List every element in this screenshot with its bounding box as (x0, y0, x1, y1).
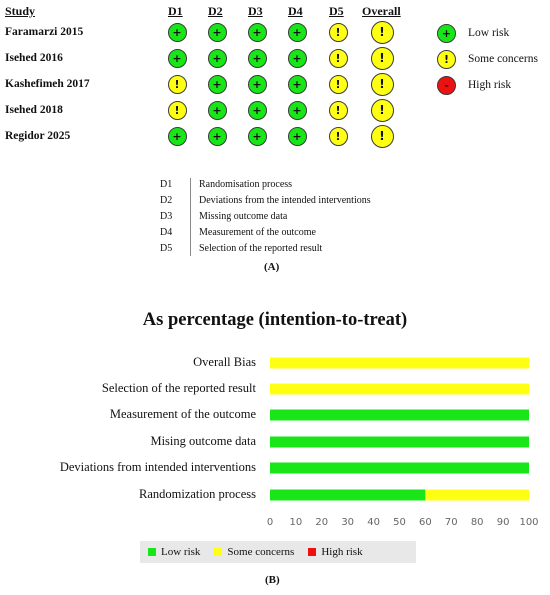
x-tick-label: 0 (266, 517, 274, 528)
x-tick-label: 80 (470, 517, 484, 528)
chart-legend-some-concerns (214, 546, 294, 558)
legend-high-risk-label: High risk (468, 79, 512, 91)
plus-icon: + (212, 77, 222, 91)
x-tick-label: 20 (315, 517, 329, 528)
plus-icon: + (292, 51, 302, 65)
domain-key-code: D1 (160, 179, 173, 190)
header-study: Study (5, 4, 36, 18)
header-d5: D5 (329, 4, 344, 18)
header-d4: D4 (288, 4, 303, 18)
exclamation-icon: ! (379, 77, 385, 91)
exclamation-icon: ! (335, 77, 341, 91)
study-name: Kashefimeh 2017 (5, 78, 90, 90)
domain-key-text: Measurement of the outcome (199, 227, 316, 238)
chart-legend-low-risk-label: Low risk (161, 546, 201, 558)
domain-key-code: D2 (160, 195, 173, 206)
study-name: Regidor 2025 (5, 130, 71, 142)
plus-icon: + (212, 25, 222, 39)
bar-segment-low-risk (270, 437, 529, 448)
domain-key-text: Missing outcome data (199, 211, 288, 222)
plus-icon: + (172, 25, 182, 39)
exclamation-icon: ! (379, 103, 385, 117)
chart-legend-low-risk (148, 546, 200, 558)
x-tick-label: 10 (289, 517, 303, 528)
category-label: Selection of the reported result (101, 381, 256, 395)
plus-icon: + (212, 129, 222, 143)
low-risk-swatch (148, 548, 156, 556)
x-tick-label: 40 (367, 517, 380, 528)
study-name: Faramarzi 2015 (5, 26, 84, 38)
bar-segment-low-risk (270, 463, 529, 474)
bar-segment-low-risk (270, 490, 425, 501)
category-label: Mising outcome data (150, 434, 256, 448)
header-d3: D3 (248, 4, 263, 18)
caption-a: (A) (264, 261, 280, 273)
plus-icon: + (172, 51, 182, 65)
plus-icon: + (252, 129, 262, 143)
category-label: Deviations from intended interventions (59, 460, 256, 474)
plus-icon: + (172, 129, 182, 143)
chart-legend-high-risk-label: High risk (321, 546, 363, 558)
category-label: Randomization process (139, 487, 256, 501)
bar-segment-some-concerns (270, 358, 529, 369)
plus-icon: + (212, 103, 222, 117)
x-tick-label: 90 (496, 517, 510, 528)
exclamation-icon: ! (174, 103, 180, 117)
x-tick-label: 70 (444, 517, 458, 528)
domain-key-text: Randomisation process (199, 179, 293, 190)
some-concerns-swatch (214, 548, 222, 556)
plus-icon: + (441, 27, 452, 40)
plus-icon: + (252, 25, 262, 39)
plus-icon: + (292, 129, 302, 143)
legend-some-concerns-label: Some concerns (468, 53, 538, 65)
category-label: Overall Bias (193, 355, 256, 369)
exclamation-icon: ! (335, 51, 341, 65)
exclamation-icon: ! (335, 129, 341, 143)
header-d1: D1 (168, 4, 183, 18)
bar-segment-some-concerns (425, 490, 529, 501)
exclamation-icon: ! (443, 53, 450, 66)
header-d2: D2 (208, 4, 223, 18)
exclamation-icon: ! (379, 129, 385, 143)
minus-icon: - (444, 79, 449, 92)
legend-low-risk-label: Low risk (468, 27, 510, 39)
study-name: Isehed 2016 (5, 52, 63, 64)
exclamation-icon: ! (174, 77, 180, 91)
x-tick-label: 60 (419, 517, 432, 528)
exclamation-icon: ! (379, 51, 385, 65)
exclamation-icon: ! (335, 103, 341, 117)
domain-key-code: D4 (160, 227, 173, 238)
exclamation-icon: ! (335, 25, 341, 39)
plus-icon: + (252, 51, 262, 65)
chart-legend-high-risk (308, 546, 362, 558)
domain-key-code: D5 (160, 243, 173, 254)
domain-key-text: Selection of the reported result (199, 243, 323, 254)
plus-icon: + (252, 103, 262, 117)
domain-key-code: D3 (160, 211, 173, 222)
chart-legend-some-concerns-label: Some concerns (227, 546, 295, 558)
high-risk-swatch (308, 548, 316, 556)
x-tick-label: 50 (393, 517, 406, 528)
plus-icon: + (212, 51, 222, 65)
plus-icon: + (292, 103, 302, 117)
header-overall: Overall (362, 4, 401, 18)
plus-icon: + (292, 77, 302, 91)
chart-title: As percentage (intention-to-treat) (142, 310, 408, 330)
x-tick-label: 100 (519, 517, 539, 528)
caption-b: (B) (265, 574, 280, 586)
bar-segment-low-risk (270, 410, 529, 421)
exclamation-icon: ! (379, 25, 385, 39)
bar-segment-some-concerns (270, 384, 529, 395)
plus-icon: + (292, 25, 302, 39)
chart-legend (140, 541, 416, 563)
x-tick-label: 30 (341, 517, 355, 528)
study-name: Isehed 2018 (5, 104, 63, 116)
domain-key-text: Deviations from the intended interventions (199, 195, 371, 206)
category-label: Measurement of the outcome (109, 407, 256, 421)
plus-icon: + (252, 77, 262, 91)
